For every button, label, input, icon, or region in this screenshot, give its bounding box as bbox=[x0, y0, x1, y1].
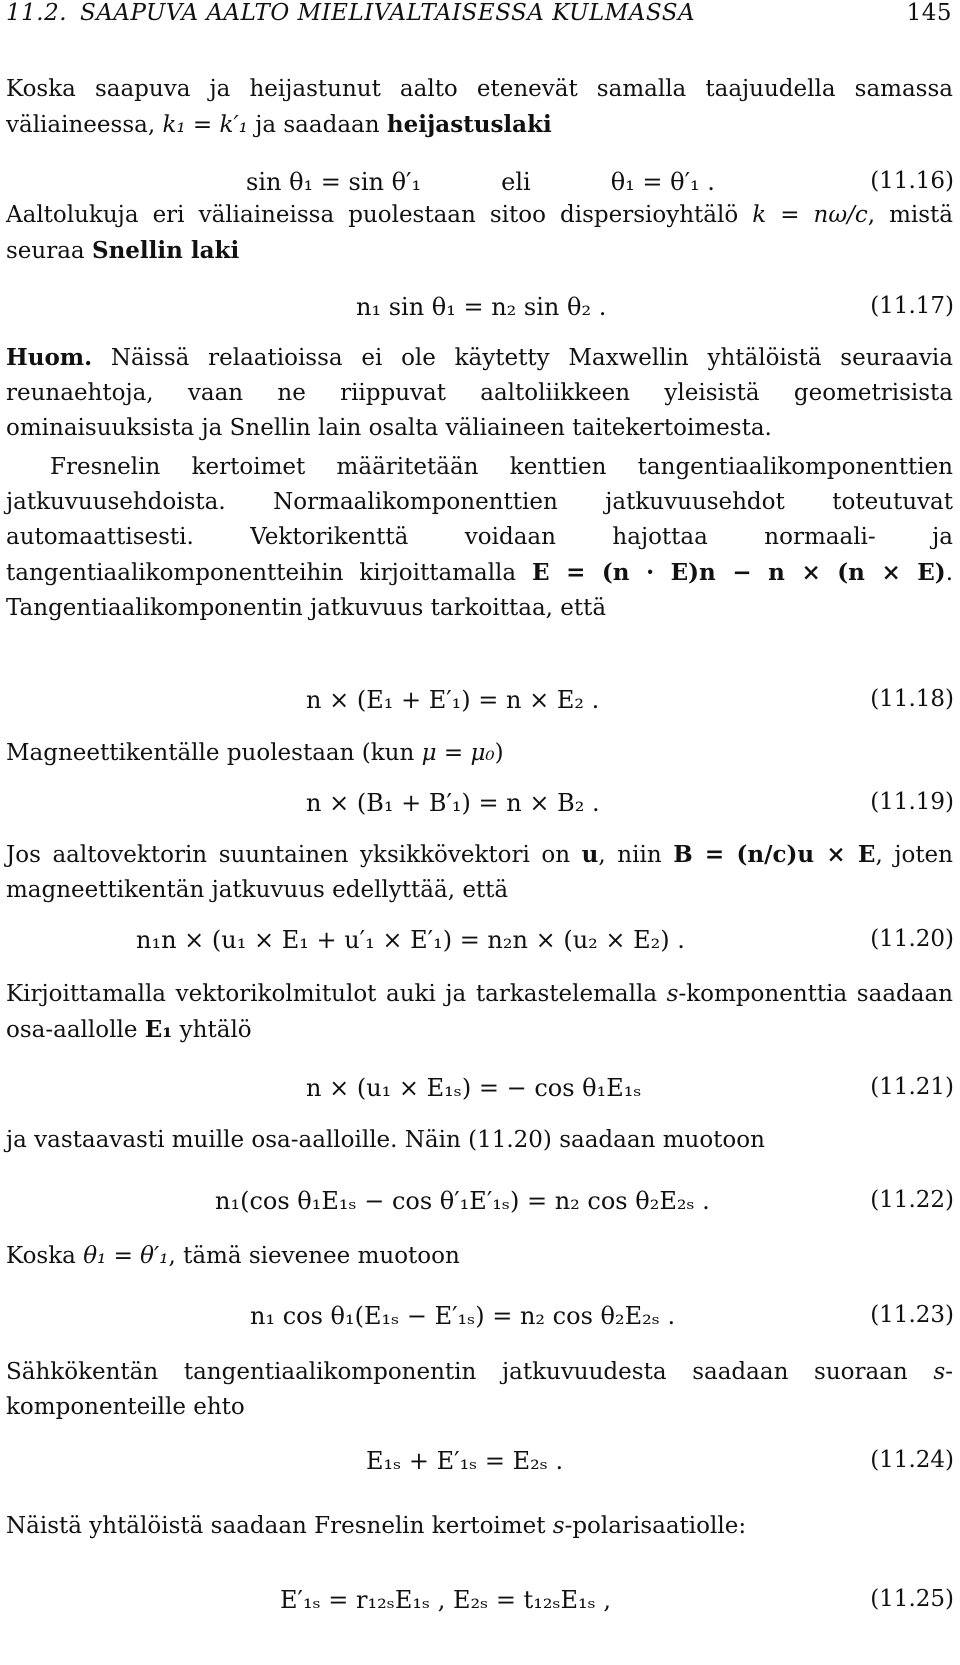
paragraph-unit-vector: Jos aaltovektorin suuntainen yksikkövektori on u, niin B = (n/c)u × E, joten magneettikentän jatkuvuus edellyttää, että bbox=[6, 841, 953, 903]
equation-number: (11.25) bbox=[870, 1586, 954, 1612]
equation-number: (11.21) bbox=[870, 1074, 954, 1100]
equation-11-20: n₁n × (u₁ × E₁ + u′₁ × E′₁) = n₂n × (u₂ × E₂) . bbox=[136, 926, 685, 954]
paragraph-other-components: ja vastaavasti muille osa-aalloille. Näin (11.20) saadaan muotoon bbox=[6, 1127, 765, 1153]
section-number: 11.2. bbox=[6, 0, 68, 26]
inline-math: θ₁ = θ′₁ bbox=[83, 1243, 169, 1269]
equation-number: (11.17) bbox=[870, 293, 954, 319]
inline-math: k₁ = k′₁ bbox=[162, 112, 248, 138]
paragraph-fresnel-coefficients: Näistä yhtälöistä saadaan Fresnelin kertoimet s-polarisaatiolle: bbox=[6, 1513, 747, 1539]
term-reflection-law: heijastuslaki bbox=[386, 111, 552, 138]
equation-11-17: n₁ sin θ₁ = n₂ sin θ₂ . bbox=[356, 293, 607, 321]
equation-11-16: sin θ₁ = sin θ′₁ eli θ₁ = θ′₁ . bbox=[246, 168, 715, 196]
note-label: Huom. bbox=[6, 344, 93, 371]
equation-number: (11.19) bbox=[870, 789, 954, 815]
equation-11-22: n₁(cos θ₁E₁ₛ − cos θ′₁E′₁ₛ) = n₂ cos θ₂E₂ₛ . bbox=[215, 1187, 710, 1215]
page-number: 145 bbox=[906, 0, 952, 26]
inline-math: E = (n · E)n − n × (n × E) bbox=[531, 559, 946, 586]
inline-math: B = (n/c)u × E bbox=[673, 841, 876, 868]
equation-number: (11.20) bbox=[870, 926, 954, 952]
paragraph-fresnel-intro: Fresnelin kertoimet määritetään kenttien tangentiaalikomponenttien jatkuvuusehdoista. Normaalikomponenttien jatkuvuusehdot toteutuvat automaattisesti. Vektorikenttä voidaan hajottaa normaali- ja tangentiaalikomponentteihin kirjoittamalla E = (n · E)n − n × (n × E). Tangentiaalikomponentin jatkuvuus tarkoittaa, että bbox=[6, 454, 953, 621]
equation-number: (11.22) bbox=[870, 1187, 954, 1213]
equation-11-18: n × (E₁ + E′₁) = n × E₂ . bbox=[306, 686, 600, 714]
paragraph-simplify: Koska θ₁ = θ′₁, tämä sievenee muotoon bbox=[6, 1243, 460, 1269]
paragraph-s-component: Kirjoittamalla vektorikolmitulot auki ja tarkastelemalla s-komponenttia saadaan osa-aallolle E₁ yhtälö bbox=[6, 981, 953, 1043]
equation-number: (11.24) bbox=[870, 1447, 954, 1473]
paragraph-reflection-intro: Koska saapuva ja heijastunut aalto etenevät samalla taajuudella samassa väliaineessa, k₁ = k′₁ ja saadaan heijastuslaki bbox=[6, 76, 953, 138]
equation-11-19: n × (B₁ + B′₁) = n × B₂ . bbox=[306, 789, 600, 817]
equation-number: (11.23) bbox=[870, 1302, 954, 1328]
equation-11-21: n × (u₁ × E₁ₛ) = − cos θ₁E₁ₛ bbox=[306, 1074, 642, 1102]
equation-number: (11.18) bbox=[870, 686, 954, 712]
section-title: SAAPUVA AALTO MIELIVALTAISESSA KULMASSA bbox=[80, 0, 696, 26]
inline-math: μ = μ₀ bbox=[421, 740, 495, 766]
paragraph-note: Huom. Näissä relaatioissa ei ole käytetty Maxwellin yhtälöistä seuraavia reunaehtoja, vaan ne riippuvat aaltoliikkeen yleisistä geometrisista ominaisuuksista ja Snellin lain osalta väliaineen taitekertoimesta. bbox=[6, 344, 953, 441]
paragraph-magnetic-field: Magneettikentälle puolestaan (kun μ = μ₀) bbox=[6, 740, 504, 766]
equation-11-25: E′₁ₛ = r₁₂ₛE₁ₛ , E₂ₛ = t₁₂ₛE₁ₛ , bbox=[280, 1586, 612, 1614]
equation-11-23: n₁ cos θ₁(E₁ₛ − E′₁ₛ) = n₂ cos θ₂E₂ₛ . bbox=[250, 1302, 676, 1330]
equation-11-24: E₁ₛ + E′₁ₛ = E₂ₛ . bbox=[366, 1447, 564, 1475]
term-snell-law: Snellin laki bbox=[91, 237, 240, 264]
paragraph-snell-intro: Aaltolukuja eri väliaineissa puolestaan sitoo dispersioyhtälö k = nω/c, mistä seuraa Snellin laki bbox=[6, 202, 954, 264]
equation-number: (11.16) bbox=[870, 168, 954, 194]
running-header bbox=[6, 0, 952, 32]
paragraph-tangential-continuity: Sähkökentän tangentiaalikomponentin jatkuvuudesta saadaan suoraan s-komponenteille ehto bbox=[6, 1359, 953, 1420]
inline-math: k = nω/c bbox=[752, 202, 868, 228]
